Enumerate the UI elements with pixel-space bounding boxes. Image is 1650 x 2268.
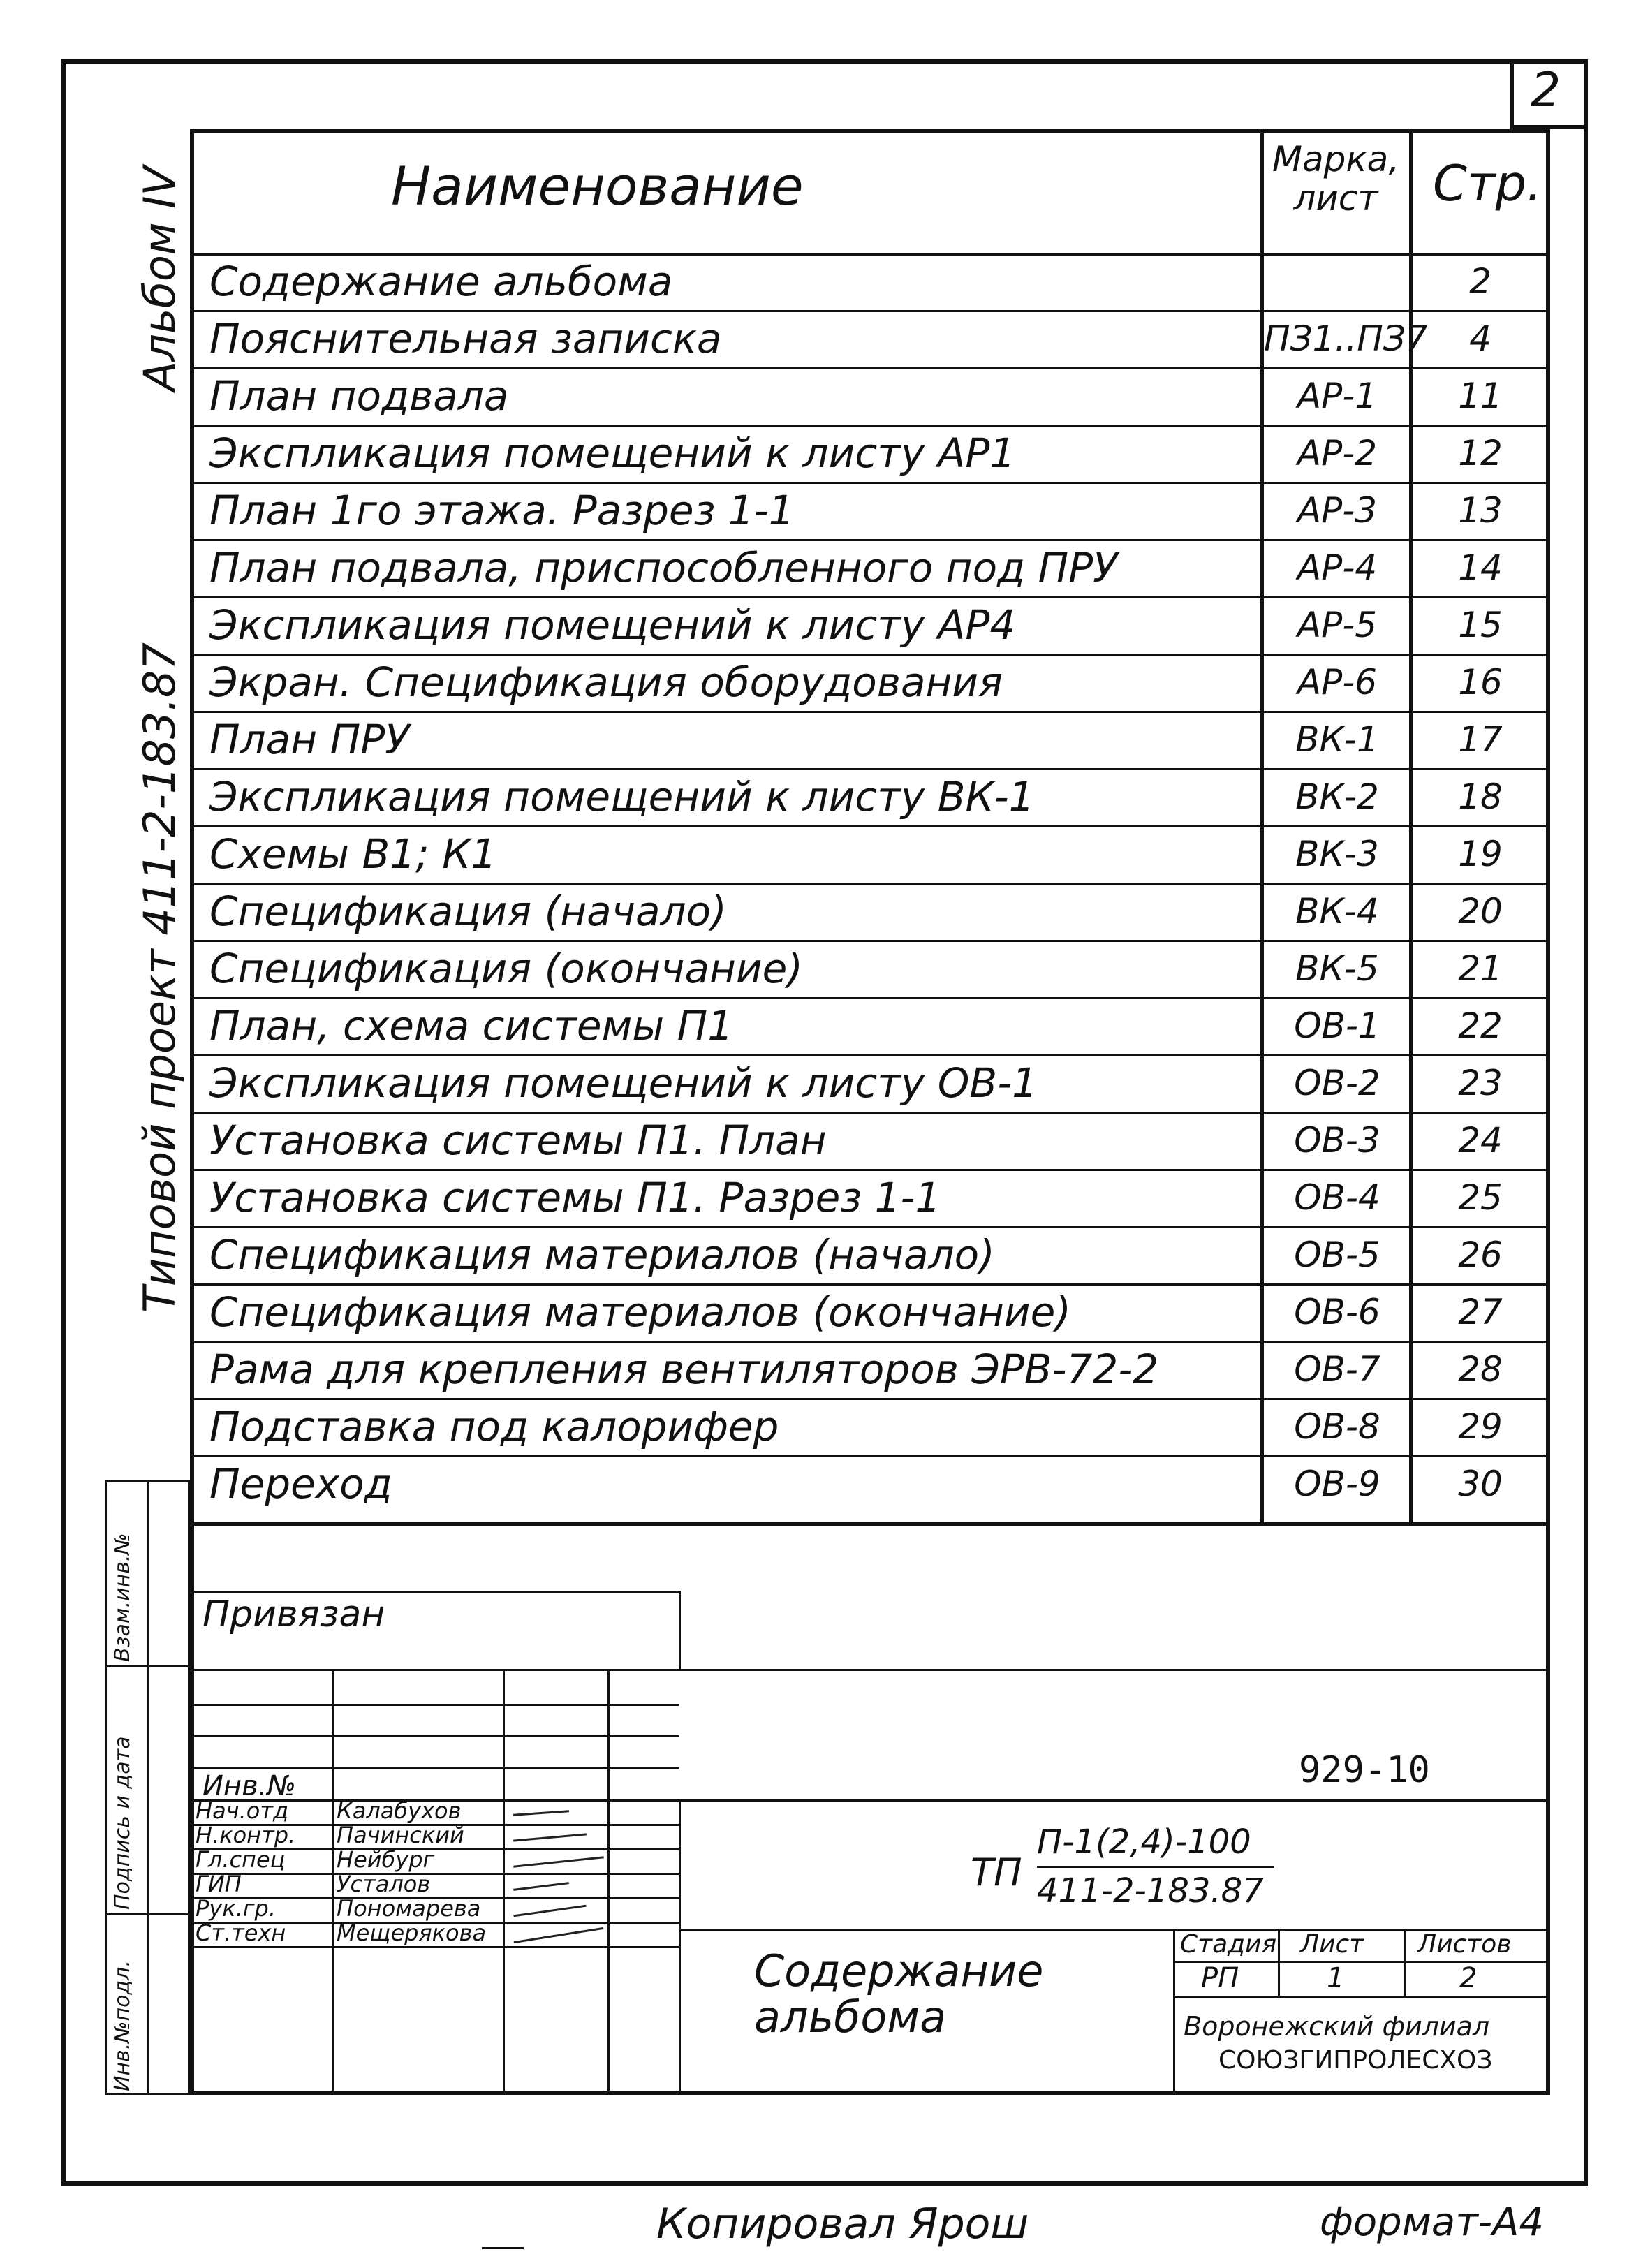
row-name: Экспликация помещений к листу АР1 (209, 429, 1016, 477)
row-divider (190, 482, 1550, 484)
staff-role: ГИП (196, 1871, 242, 1897)
row-name: Спецификация материалов (окончание) (209, 1288, 1071, 1336)
inv-no-label: Инв.№ (202, 1770, 296, 1802)
header-page: Стр. (1433, 155, 1542, 212)
row-page: 12 (1458, 433, 1503, 473)
sheets-header: Листов (1417, 1930, 1512, 1959)
row-name: План, схема системы П1 (209, 1002, 734, 1050)
staff-row-divider (190, 1873, 679, 1875)
staff-name: Мещерякова (337, 1920, 487, 1946)
row-mark: ОВ-6 (1294, 1292, 1380, 1332)
row-divider (190, 768, 1550, 770)
row-name: План подвала (209, 372, 509, 420)
row-mark: АР-5 (1297, 605, 1378, 645)
staff-role: Рук.гр. (196, 1895, 277, 1922)
row-mark: ОВ-4 (1294, 1177, 1380, 1218)
bound-label: Привязан (202, 1593, 385, 1635)
row-name: План ПРУ (209, 716, 410, 763)
staff-role: Ст.техн (196, 1920, 286, 1946)
row-page: 27 (1458, 1292, 1503, 1332)
status-header: Стадия (1180, 1930, 1277, 1959)
row-page: 20 (1458, 891, 1503, 932)
row-mark: ОВ-9 (1294, 1464, 1380, 1504)
row-page: 28 (1458, 1349, 1503, 1390)
stamp-inv-podl: Инв.№подл. (110, 1960, 135, 2091)
row-mark: ПЗ1..ПЗ7 (1264, 318, 1428, 359)
sheet-value: 1 (1327, 1962, 1345, 1994)
header-name: Наименование (391, 155, 804, 217)
row-divider (190, 1398, 1550, 1400)
doc-title: Содержание альбома (754, 1945, 1044, 2042)
row-page: 21 (1458, 948, 1503, 989)
row-mark: ВК-4 (1295, 891, 1379, 932)
row-page: 4 (1469, 318, 1491, 359)
row-mark: ВК-1 (1295, 719, 1379, 760)
row-mark: ОВ-2 (1294, 1063, 1380, 1103)
row-name: Переход (209, 1460, 392, 1508)
row-name: Подставка под калорифер (209, 1403, 779, 1450)
row-name: План подвала, приспособленного под ПРУ (209, 544, 1118, 591)
org-line1: Воронежский филиал (1184, 2011, 1490, 2042)
status-value: РП (1201, 1962, 1239, 1994)
row-page: 11 (1458, 376, 1503, 416)
row-page: 29 (1458, 1406, 1503, 1447)
staff-role: Гл.спец (196, 1846, 286, 1873)
row-divider (190, 825, 1550, 827)
staff-name: Усталов (337, 1871, 431, 1897)
row-page: 24 (1458, 1120, 1503, 1161)
row-divider (190, 596, 1550, 598)
header-mark: Марка, лист (1272, 139, 1400, 219)
row-mark: АР-1 (1297, 376, 1378, 416)
row-mark: ОВ-3 (1294, 1120, 1380, 1161)
copied-by: Копировал Ярош (656, 2200, 1029, 2248)
row-name: Содержание альбома (209, 258, 673, 305)
row-page: 2 (1469, 261, 1491, 302)
row-divider (190, 1054, 1550, 1056)
project-prefix: ТП (971, 1850, 1022, 1894)
row-divider (190, 883, 1550, 885)
row-mark: АР-4 (1297, 547, 1378, 588)
org-line2: СОЮЗГИПРОЛЕСХОЗ (1218, 2046, 1493, 2075)
project-code-bottom: 411-2-183.87 (1037, 1871, 1264, 1910)
sheet-header: Лист (1300, 1930, 1364, 1959)
row-mark: ВК-5 (1295, 948, 1379, 989)
row-divider (190, 425, 1550, 427)
row-page: 16 (1458, 662, 1503, 702)
row-name: Установка системы П1. План (209, 1117, 827, 1164)
row-name: Схемы В1; К1 (209, 830, 497, 878)
row-divider (190, 1169, 1550, 1171)
row-divider (190, 1455, 1550, 1457)
row-divider (190, 1112, 1550, 1114)
row-divider (190, 367, 1550, 369)
row-mark: ОВ-1 (1294, 1006, 1380, 1046)
row-divider (190, 711, 1550, 713)
row-page: 14 (1458, 547, 1503, 588)
row-mark: АР-3 (1297, 490, 1378, 531)
staff-name: Калабухов (337, 1797, 462, 1824)
row-page: 13 (1458, 490, 1503, 531)
sheets-value: 2 (1459, 1962, 1478, 1994)
row-page: 22 (1458, 1006, 1503, 1046)
row-divider (190, 940, 1550, 942)
staff-role: Н.контр. (196, 1822, 296, 1848)
project-label: Типовой проект 411-2-183.87 (134, 642, 185, 1313)
row-name: Рама для крепления вентиляторов ЭРВ-72-2 (209, 1346, 1159, 1393)
staff-name: Пачинский (337, 1822, 464, 1848)
row-mark: АР-2 (1297, 433, 1378, 473)
format-label: формат-А4 (1320, 2200, 1545, 2245)
row-mark: ВК-2 (1295, 776, 1379, 817)
row-name: План 1го этажа. Разрез 1-1 (209, 487, 795, 534)
order-number: 929-10 (1299, 1749, 1430, 1791)
row-divider (190, 1226, 1550, 1228)
row-mark: АР-6 (1297, 662, 1378, 702)
album-label: Альбом IV (134, 166, 185, 391)
staff-name: Пономарева (337, 1895, 481, 1922)
row-divider (190, 539, 1550, 541)
row-divider (190, 654, 1550, 656)
row-divider (190, 997, 1550, 999)
row-divider (190, 1283, 1550, 1286)
row-page: 25 (1458, 1177, 1503, 1218)
row-divider (190, 1341, 1550, 1343)
row-page: 23 (1458, 1063, 1503, 1103)
staff-role: Нач.отд (196, 1797, 289, 1824)
row-page: 19 (1458, 834, 1503, 874)
row-mark: ОВ-7 (1294, 1349, 1380, 1390)
row-page: 18 (1458, 776, 1503, 817)
row-page: 15 (1458, 605, 1503, 645)
row-name: Установка системы П1. Разрез 1-1 (209, 1174, 941, 1221)
row-name: Экспликация помещений к листу ВК-1 (209, 773, 1035, 820)
row-mark: ОВ-5 (1294, 1235, 1380, 1275)
row-name: Экран. Спецификация оборудования (209, 658, 1003, 706)
row-name: Спецификация (начало) (209, 888, 727, 935)
row-page: 17 (1458, 719, 1503, 760)
row-mark: ОВ-8 (1294, 1406, 1380, 1447)
stamp-signature-date: Подпись и дата (110, 1736, 135, 1910)
stamp-vzam-inv: Взам.инв.№ (110, 1533, 135, 1662)
row-name: Экспликация помещений к листу ОВ-1 (209, 1059, 1038, 1107)
row-name: Спецификация (окончание) (209, 945, 803, 992)
project-code-top: П-1(2,4)-100 (1037, 1822, 1251, 1862)
row-name: Спецификация материалов (начало) (209, 1231, 995, 1279)
row-page: 26 (1458, 1235, 1503, 1275)
row-mark: ВК-3 (1295, 834, 1379, 874)
row-page: 30 (1458, 1464, 1503, 1504)
staff-name: Нейбург (337, 1846, 435, 1873)
sheet-number: 2 (1531, 63, 1561, 118)
row-name: Экспликация помещений к листу АР4 (209, 601, 1016, 649)
row-divider (190, 310, 1550, 312)
staff-row-divider (190, 1946, 679, 1948)
row-name: Пояснительная записка (209, 315, 722, 362)
